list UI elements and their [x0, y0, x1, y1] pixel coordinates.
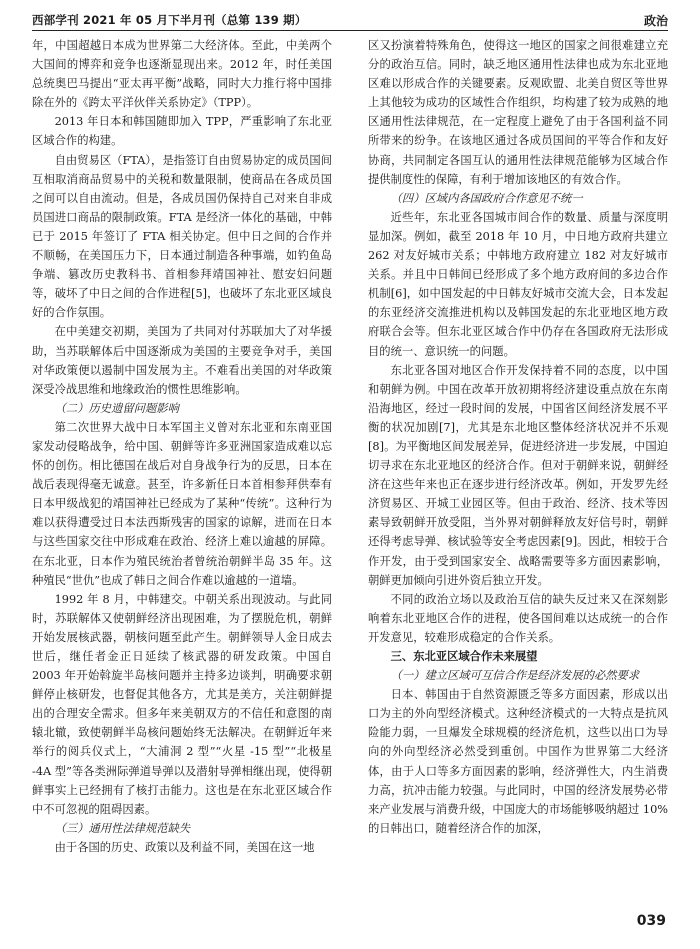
header-rule [32, 30, 668, 31]
paragraph: 日本、韩国由于自然资源匮乏等多方面因素，形成以出口为主的外向型经济模式。这种经济模式的一大特点是抗风险能力弱，一旦爆发全球规模的经济危机，这些以出口为导向的外向型经济必然受到重创。中国作为世界第二大经济体，由于人口等多方面因素的影响，经济弹性大，内生消费力高，抗冲击能力较强。与此同时，中国的经济发展势必带来产业发展与消费升级，中国庞大的市场能够吸纳超过 10% 的日韩出口，随着经济合作的加深， [368, 688, 668, 835]
paragraph: 年，中国超越日本成为世界第二大经济体。至此，中美两个大国间的博弈和竞争也逐渐显现出来。2012 年，时任美国总统奥巴马提出“亚太再平衡”战略，同时大力推行将中国排除在外的《跨太平洋伙伴关系协定》（TPP）。 [32, 39, 332, 110]
page-header [32, 10, 668, 32]
page-number: 039 [636, 913, 666, 929]
journal-title: 西部学刊 2021 年 05 月下半月刊（总第 139 期） [32, 13, 307, 27]
left-column [32, 36, 332, 857]
paragraph: 东北亚各国对地区合作开发保持着不同的态度，以中国和朝鲜为例。中国在改革开放初期将经济建设重点放在东南沿海地区，经过一段时间的发展，中国省区间经济发展不平衡的状况加剧[7]，尤其是东北地区整体经济状况并不乐观[8]。为平衡地区间发展差异，促进经济进一步发展，中国迫切寻求在东北亚地区的经济合作。但对于朝鲜来说，朝鲜经济在这些年来也正在逐步进行经济改革。例如，开发罗先经济贸易区、开城工业园区等。但由于政治、经济、技术等因素导致朝鲜开放受阻，当外界对朝鲜释放友好信号时，朝鲜还得考虑导弹、核试验等安全考虑因素[9]。因此，相较于合作开发，由于受到国家安全、战略需要等多方面因素影响，朝鲜更加倾向引进外资后独立开发。 [368, 363, 668, 587]
section-heading: 三、东北亚区域合作未来展望 [390, 650, 538, 663]
subsection-heading: （一）建立区域可互信合作是经济发展的必然要求 [390, 669, 640, 683]
right-column [368, 36, 668, 838]
paragraph: 2013 年日本和韩国随即加入 TPP，严重影响了东北亚区域合作的构建。 [32, 115, 332, 148]
paragraph: 不同的政治立场以及政治互信的缺失反过来又在深刻影响着东北亚地区合作的进程，使各国间难以达成统一的合作开发意见，较难形成稳定的合作关系。 [368, 592, 668, 644]
subsection-heading: （四）区域内各国政府合作意见不统一 [390, 191, 583, 205]
paragraph: 第二次世界大战中日本军国主义曾对东北亚和东南亚国家发动侵略战争，给中国、朝鲜等许多亚洲国家造成难以忘怀的创伤。相比德国在战后对自身战争行为的反思，日本在战后表现得毫无诚意。甚至，许多新任日本首相参拜供奉有日本甲级战犯的靖国神社已经成为了某种“传统”。这种行为难以获得遭受过日本法西斯残害的国家的谅解，进而在日本与这些国家交往中形成难在政治、经济上难以逾越的屏障。在东北亚，日本作为殖民统治者曾统治朝鲜半岛 35 年。这种殖民“世仇”也成了韩日之间合作难以逾越的一道墙。 [32, 420, 332, 587]
paragraph: 1992 年 8 月，中韩建交。中朝关系出现波动。与此同时，苏联解体又使朝鲜经济出现困难，为了摆脱危机，朝鲜开始发展核武器，朝核问题至此产生。朝鲜领导人金日成去世后，继任者金正日延续了核武器的研发政策。中国自 2003 年开始斡旋半岛核问题并主持多边谈判，明确要求朝鲜停止核研发，也督促其他各方，尤其是美方，关注朝鲜提出的合理安全需求。但多年来美朝双方的不信任和意图的南辕北辙，致使朝鲜半岛核问题始终无法解决。在朝鲜近年来举行的阅兵仪式上，“大浦洞 2 型”“火星 -15 型”“北极星 -4A 型”等各类洲际弹道导弹以及潜射导弹相继出现，使得朝鲜事实上已经拥有了核打击能力。这也是在东北亚区域合作中不可忽视的阻碍因素。 [32, 592, 332, 816]
section-label: 政治 [643, 14, 668, 28]
paragraph: 近些年，东北亚各国城市间合作的数量、质量与深度明显加深。例如，截至 2018 年 10 月，中日地方政府共建立 262 对友好城市关系；中韩地方政府建立 182 对友好城市关系。并且中日韩间已经形成了多个地方政府间的多边合作机制[6]，如中国发起的中日韩友好城市交流大会，日本发起的东亚经济交流推进机构以及韩国发起的东北亚地区地方政府联合会等。但东北亚区域合作中仍存在各国政府无法形成目的统一、意识统一的问题。 [368, 210, 668, 358]
paragraph: 在中美建交初期，美国为了共同对付苏联加大了对华援助，当苏联解体后中国逐渐成为美国的主要竞争对手，美国对华政策便以遏制中国发展为主。不难看出美国的对华政策深受冷战思维和地缘政治的惯性思维影响。 [32, 325, 332, 396]
paragraph: 由于各国的历史、政策以及利益不同，美国在这一地 [54, 840, 315, 854]
paragraph: 区又扮演着特殊角色，使得这一地区的国家之间很难建立充分的政治互信。同时，缺乏地区通用性法律也成为东北亚地区难以形成合作的关键要素。反观欧盟、北美自贸区等世界上其他较为成功的区域性合作组织，均构建了较为成熟的地区通用性法律规范，在一定程度上避免了由于各国利益不同所带来的纷争。在该地区通过各成员国间的平等合作和友好协商，共同制定各国互认的通用性法律规范能够为区域合作提供制度性的保障，有利于增加该地区的有效合作。 [368, 39, 668, 186]
subsection-heading: （三）通用性法律规范缺失 [54, 821, 191, 835]
subsection-heading: （二）历史遗留问题影响 [54, 401, 179, 415]
paragraph: 自由贸易区（FTA），是指签订自由贸易协定的成员国间互相取消商品贸易中的关税和数量限制，使商品在各成员国之间可以自由流动。但是，各成员国仍保持自己对来自非成员国进口商品的限制政策。FTA 是经济一体化的基础，中韩已于 2015 年签订了 FTA 相关协定。但中日之间的合作并不顺畅，在美国压力下，日本通过制造各种事端，如钓鱼岛争端、篡改历史教科书、首相参拜靖国神社、慰安妇问题等，破坏了中日之间的合作进程[5]，也破坏了东北亚区域良好的合作氛围。 [32, 153, 332, 320]
